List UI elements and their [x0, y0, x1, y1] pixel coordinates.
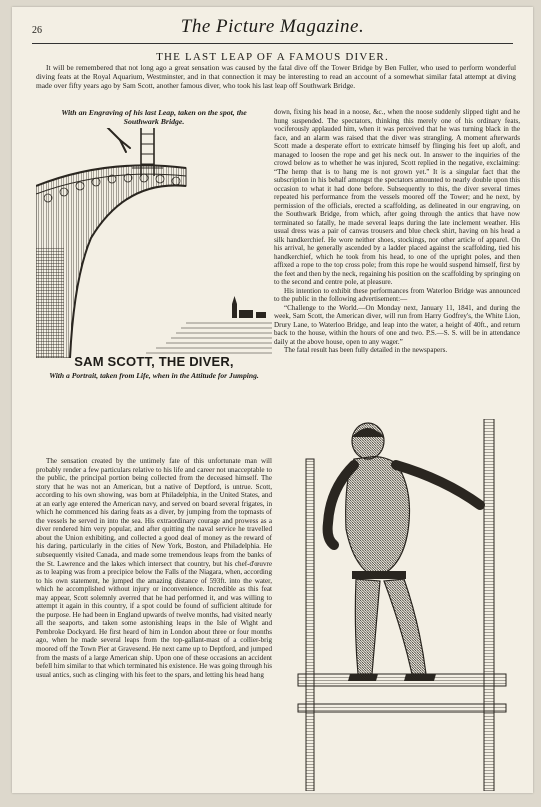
right-paragraph-1: down, fixing his head in a noose, &c., when the noose suddenly slipped tight and he hung suspended. The spectators, thinking this merely one of his ordinary feats, vociferously applauded him, when it was perceived that he was turning black in the face, and an alarm was raised that the diver was strangling. A moment afterwards Scott made a desperate effort to extricate himself by flinging his feet up aloft, and managed to loosen the rope and get his neck out. In answer to the inquiries of the crowd below as to whether he was injured, Scott replied in the negative, exclaiming: “The hemp that is to hang me is not grown yet.” It is a singular fact that the subscription in his behalf amongst the spectators amounted to nearly double upon this occasion to what it had done before. Subsequently to this, the diver several times repeated his performance from the vessels moored off the Tower; and he next, by permission of the officials, erected a scaffolding, as delineated in our engraving, on the Southwark Bridge, from which, after going through the antics that have now terminated so fatally, he made several leaps during the late inclement weather. His usual dress was a pair of canvas trousers and blue check shirt, having on his head a silk handkerchief. He wore neither shoes, stockings, nor other article of apparel. On his arrival, he generally ascended by a ladder placed against the scaffolding, tied his handkerchief, which he took from his head, to one of the upright poles, and then affixed a rope to the top cross pole; from this rope he would suspend himself, first by the feet and then by the neck, regaining his position on the scaffolding by springing on to the second and centre pole, at pleasure.	[274, 108, 520, 286]
header-rule	[32, 43, 513, 44]
bridge-engraving	[36, 128, 272, 358]
portrait-heading-block	[36, 354, 272, 380]
article-title: THE LAST LEAP OF A FAMOUS DIVER.	[156, 51, 389, 63]
intro-paragraph: It will be remembered that not long ago a great sensation was caused by the fatal dive off the Tower Bridge by Ben Fuller, who used to perform wonderful diving feats at the Royal Aquarium, Westminster, and in that connection it may be interesting to read an account of a somewhat similar fatal attempt at diving made over fifty years ago by Sam Scott, another famous diver, who took his last leap off Southwark Bridge.	[36, 63, 516, 90]
right-column	[274, 108, 520, 355]
portrait-caption: With a Portrait, taken from Life, when in the Attitude for Jumping.	[49, 371, 259, 380]
left-column	[36, 108, 272, 380]
main-heading: SAM SCOTT, THE DIVER,	[74, 354, 234, 369]
right-paragraph-3: “Challenge to the World.—On Monday next, January 11, 1841, and during the week, Sam Scott, the American diver, will run from Harry Godfrey's, the White Lion, Drury Lane, to Waterloo Bridge, and leap into the water, a height of 40ft., and return back to the house, within the hours of one and two. P.S.—S. S. will be in attendance daily at the above house, open to any wager.”	[274, 303, 520, 346]
diver-portrait-engraving	[284, 419, 520, 791]
masthead: The Picture Magazine.	[180, 16, 365, 37]
page-number: 26	[32, 25, 42, 36]
left-body-text: The sensation created by the untimely fate of this unfortunate man will probably render a few particulars relative to his life and career not unacceptable to the public, the principal portion being collected from the deceased himself. The story that he was not an American, but a native of Deptford, is untrue. Scott, according to his own showing, was born at Philadelphia, in the United States, and at an early age entered the American navy, and served on board several frigates, in which he commenced his daring feats as a diver, by jumping from the topmasts of the vessels he served in into the sea. His extraordinary courage and prowess as a diver rendered him very popular, and after quitting the naval service he travelled about the Union exhibiting, and collected a good deal of money as the reward of his daring, particularly in the cities of New York, Boston, and Philadelphia. He subsequently visited Canada, and made some tremendous leaps from the banks of the St. Lawrence and the lakes which intersect that country, but his chef-d'œuvre as to leaping was from a precipice below the Falls of the Niagara, when, according to his own statement, he jumped the amazing distance of 593ft. into the water, which he accomplished without injury or inconvenience. Incredible as this feat may appear, Scott solemnly averred that he had performed it, and was willing to attempt it again in this country, if a spot could be found of sufficient altitude for the purpose. He had been in England upwards of twelve months, had visited nearly all the seaports, and taken some astonishing leaps in the Isle of Wight and Pembroke Dockyard. He first heard of him in London about three or four months ago, when he made several leaps from the top-gallant-mast of a collier-brig moored off the Town Pier at Gravesend. He next came up to Deptford, and jumped from the masts of a large American ship. Upon one of these occasions an accident befell him similar to that which terminated his existence. He was going through his usual antics, such as clinging with his feet to the spars, and letting his head hang	[36, 457, 273, 679]
magazine-page	[12, 7, 533, 793]
right-paragraph-2: His intention to exhibit these performances from Waterloo Bridge was announced to the public in the following advertisement:—	[274, 286, 520, 303]
engraving-caption: With an Engraving of his last Leap, taken on the spot, the Southwark Bridge.	[61, 108, 247, 126]
right-paragraph-4: The fatal result has been fully detailed in the newspapers.	[284, 346, 448, 354]
